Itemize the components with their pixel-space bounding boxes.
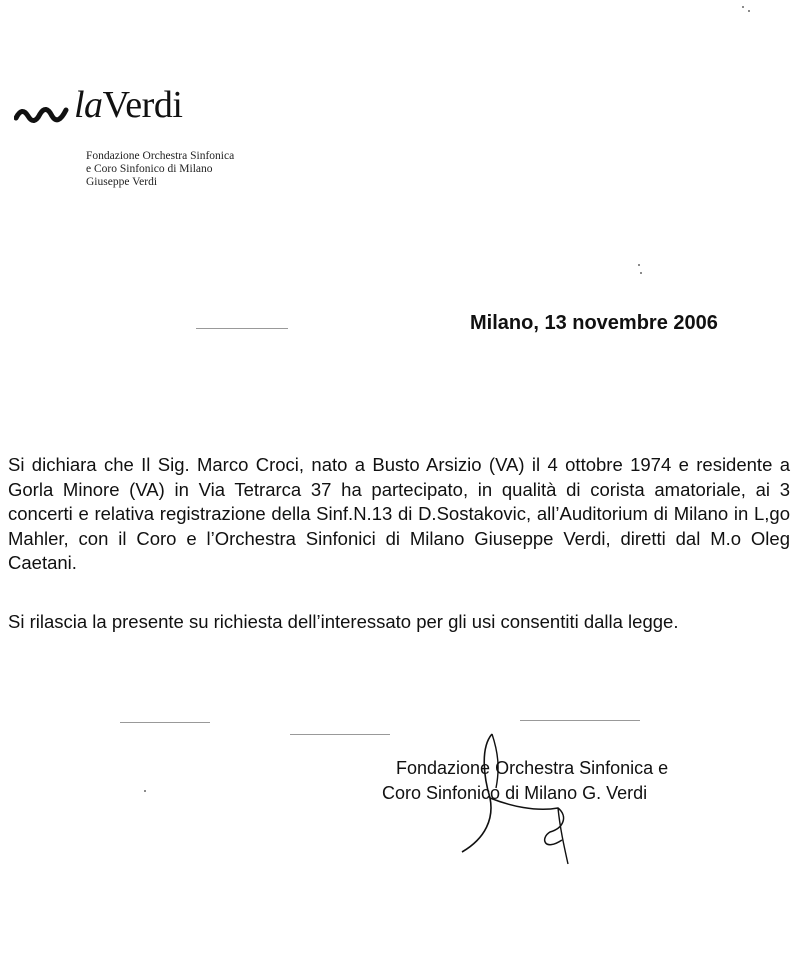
letterhead-line: Giuseppe Verdi — [86, 176, 158, 188]
scan-artifact — [520, 720, 640, 721]
letterhead-subtitle — [86, 150, 234, 189]
logo-verdi: Verdi — [102, 84, 183, 126]
scan-artifact — [748, 10, 750, 12]
scan-artifact — [120, 722, 210, 723]
letter-date: Milano, 13 novembre 2006 — [470, 312, 718, 334]
scan-artifact — [290, 734, 390, 735]
signature-line: Fondazione Orchestra Sinfonica e — [396, 758, 669, 778]
body-paragraph: Si dichiara che Il Sig. Marco Croci, nato a Busto Arsizio (VA) il 4 ottobre 1974 e residente a Gorla Minore (VA) in Via Tetrarca 37 ha partecipato, in qualità di corista amatoriale, ai 3 concerti e relativa registrazione della Sinf.N.13 di D.Sostakovic, all’Auditorium di Milano in L,go Mahler, con il Coro e l’Orchestra Sinfonici di Milano Giuseppe Verdi, diretti dal M.o Oleg Caetani. — [8, 454, 790, 573]
scan-artifact — [640, 272, 642, 274]
body-paragraph: Si rilascia la presente su richiesta dell’interessato per gli usi consentiti dalla legge. — [8, 611, 679, 632]
scan-artifact — [638, 264, 640, 266]
logo-la: la — [74, 84, 103, 126]
logo-wave-icon — [14, 98, 70, 128]
scan-artifact — [742, 6, 744, 8]
letterhead-line: e Coro Sinfonico di Milano — [86, 163, 213, 175]
letterhead-line: Fondazione Orchestra Sinfonica — [86, 150, 235, 162]
scan-artifact — [196, 328, 288, 329]
scan-artifact — [144, 790, 146, 792]
signature-line: Coro Sinfonico di Milano G. Verdi — [382, 783, 648, 803]
logo-wordmark — [74, 86, 182, 124]
signature-block — [382, 756, 668, 806]
